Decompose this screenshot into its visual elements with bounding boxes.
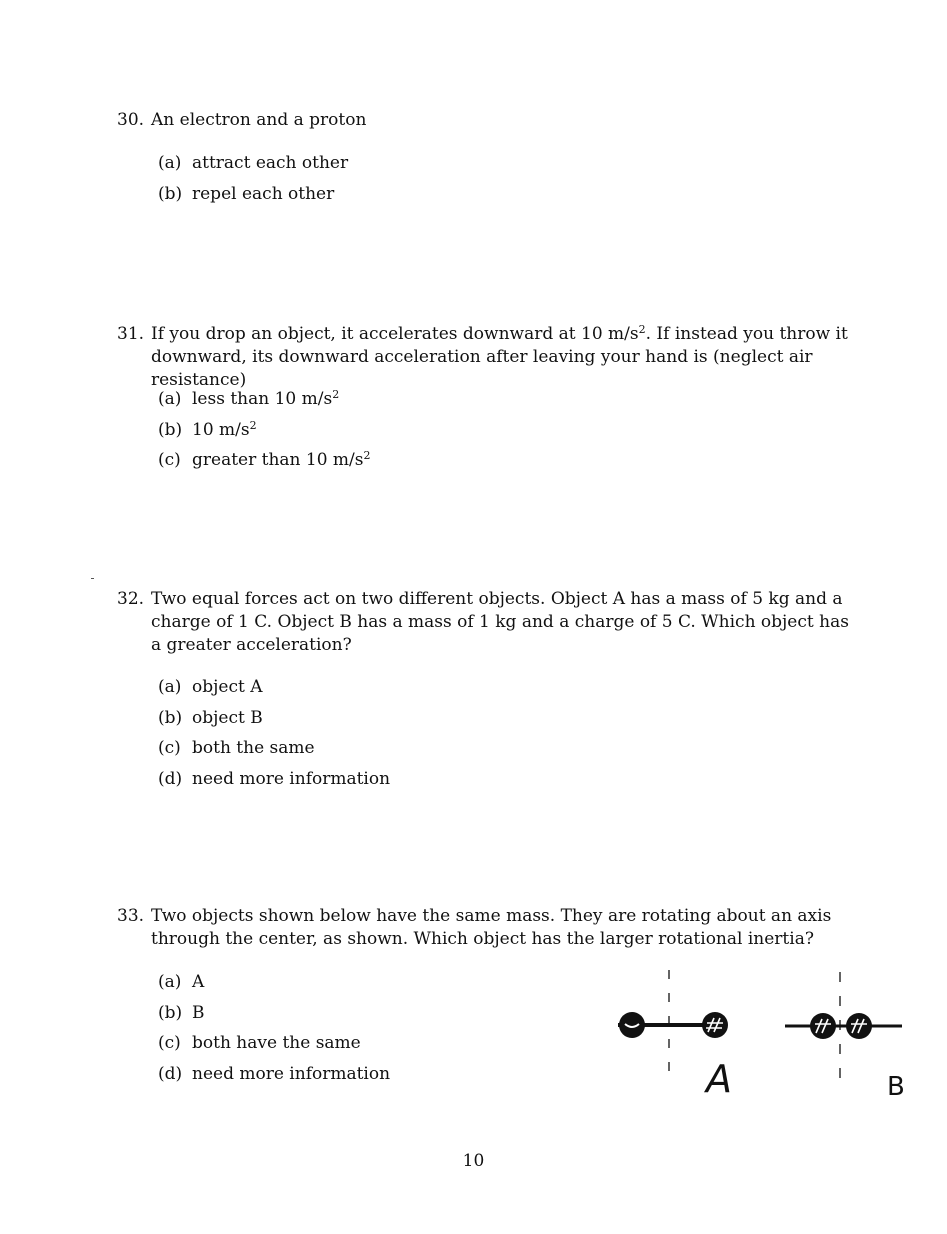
option-text: greater than 10 m/s [192, 450, 364, 470]
option-a[interactable] [158, 148, 348, 179]
stray-mark [91, 578, 94, 579]
question-number: 32. [117, 589, 145, 609]
page-number: 10 [462, 1151, 485, 1171]
option-c[interactable] [158, 733, 390, 764]
mass-b-left [810, 1013, 836, 1039]
mass-b-right [846, 1013, 872, 1039]
question-number: 33. [117, 906, 145, 926]
option-text: object A [192, 677, 263, 697]
option-label: (b) [158, 707, 183, 728]
option-text: need more information [192, 1063, 391, 1084]
option-a[interactable] [158, 967, 390, 998]
option-text: attract each other [192, 153, 349, 173]
superscript: 2 [249, 418, 257, 432]
question-32 [117, 588, 857, 657]
option-a[interactable] [158, 384, 371, 415]
option-label: (d) [158, 768, 183, 789]
option-text: repel each other [192, 183, 335, 204]
question-number: 31. [117, 324, 145, 344]
superscript: 2 [638, 323, 646, 336]
option-b[interactable] [158, 415, 371, 446]
option-label: (c) [158, 1033, 181, 1053]
rotational-inertia-figure [600, 960, 920, 1110]
label-b: B [887, 1072, 905, 1102]
mass-a-left [619, 1012, 645, 1038]
question-text [151, 323, 857, 392]
option-a[interactable] [158, 672, 390, 703]
option-d[interactable] [158, 1059, 390, 1090]
question-number: 30. [117, 110, 145, 130]
question-33 [117, 905, 857, 951]
options-31 [158, 384, 371, 476]
question-30 [117, 109, 857, 132]
question-text-part-2: . If instead you throw it downward, its downward acceleration after leaving your hand is (neglect air resistance) [151, 324, 848, 390]
option-label: (a) [158, 153, 182, 173]
option-b[interactable] [158, 703, 390, 734]
superscript: 2 [363, 449, 371, 462]
question-text-part-1: If you drop an object, it accelerates downward at 10 m/s [151, 324, 639, 344]
option-c[interactable] [158, 1028, 390, 1059]
object-a [618, 970, 732, 1101]
question-text: Two objects shown below have the same mass. They are rotating about an axis through the center, as shown. Which object has the larger rotational inertia? [151, 906, 832, 949]
option-label: (a) [158, 389, 182, 409]
options-32 [158, 672, 390, 794]
option-label: (c) [158, 738, 181, 758]
options-30 [158, 148, 348, 209]
question-text: Two equal forces act on two different objects. Object A has a mass of 5 kg and a charge of 1 C. Object B has a mass of 1 kg and a charge of 5 C. Which object has a greater acceleration? [151, 589, 849, 655]
options-33 [158, 967, 390, 1089]
option-text: both the same [192, 738, 315, 758]
option-text: less than 10 m/s [192, 389, 333, 409]
option-b[interactable] [158, 998, 390, 1029]
mass-a-right [702, 1012, 728, 1038]
option-label: (c) [158, 450, 181, 470]
option-text: object B [192, 707, 263, 728]
option-label: (b) [158, 419, 183, 440]
option-c[interactable] [158, 445, 371, 476]
option-text: A [192, 972, 205, 992]
option-label: (a) [158, 972, 182, 992]
option-label: (b) [158, 1002, 183, 1023]
option-b[interactable] [158, 179, 348, 210]
question-text: An electron and a proton [151, 110, 367, 130]
label-a: A [706, 1057, 732, 1101]
option-label: (a) [158, 677, 182, 697]
question-31 [117, 323, 857, 392]
option-label: (d) [158, 1063, 183, 1084]
option-d[interactable] [158, 764, 390, 795]
option-text: need more information [192, 768, 391, 789]
option-label: (b) [158, 183, 183, 204]
option-text: B [192, 1002, 205, 1023]
option-text: both have the same [192, 1033, 361, 1053]
object-b [785, 972, 905, 1102]
superscript: 2 [332, 388, 340, 401]
option-text: 10 m/s [192, 419, 250, 440]
